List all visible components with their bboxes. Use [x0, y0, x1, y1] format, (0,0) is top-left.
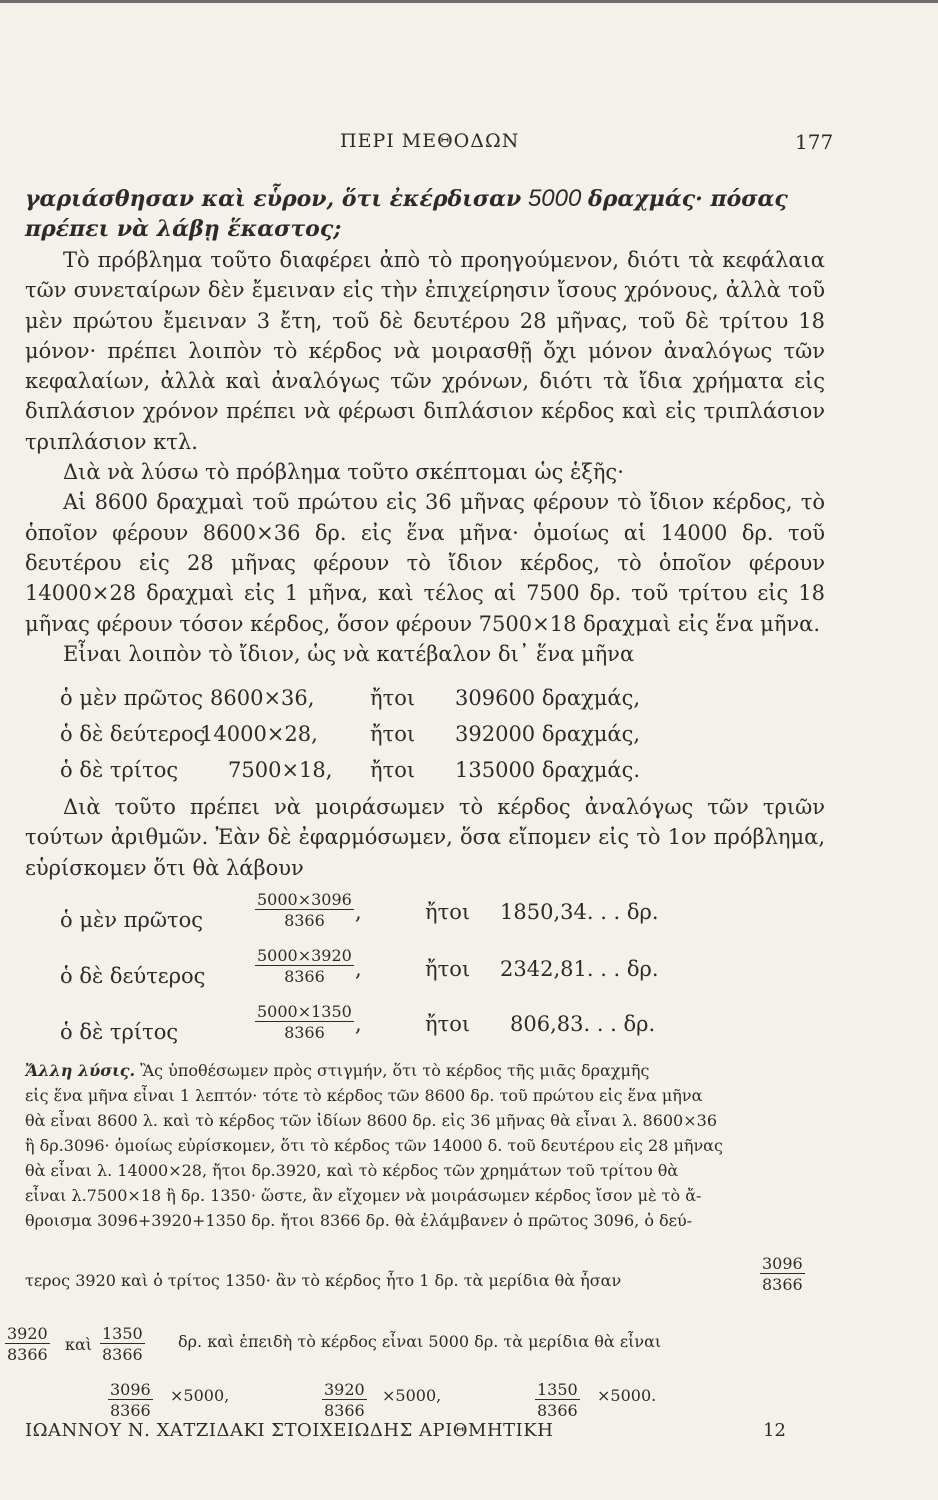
alt-line: Ἂς ὑποθέσωμεν πρὸς στιγμήν, ὅτι τὸ κέρδος τῆς μιᾶς δραχμῆς — [140, 1061, 650, 1080]
alt-fraction — [5, 1324, 50, 1364]
paragraph-difference: Τὸ πρόβλημα τοῦτο διαφέρει ἀπὸ τὸ προηγούμενον, διότι τὰ κεφάλαια τῶν συνεταίρων δὲν ἔμειναν εἰς τὴν ἐπιχείρησιν ἴσους χρόνους, ἀλλὰ τοῦ μὲν πρώτου ἔμειναν 3 ἔτη, τοῦ δὲ δευτέρου 28 μῆνας, τοῦ δὲ τρίτου 18 μόνον· πρέπει λοιπὸν τὸ κέρδος νὰ μοιρασθῇ ὄχι μόνον ἀναλόγως τῶν κεφαλαίων, ἀλλὰ καὶ ἀναλόγως τῶν χρόνων, διότι τὰ ἴδια χρήματα εἰς διπλάσιον χρόνον πρέπει νὰ φέρωσι διπλάσιον κέρδος καὶ εἰς τριπλάσιον τριπλάσιον κτλ. — [25, 248, 825, 454]
alt-line: θὰ εἶναι 8600 λ. καὶ τὸ κέρδος τῶν ἰδίων 8600 δρ. εἰς 36 μῆνας θὰ εἶναι λ. 8600×36 — [25, 1111, 717, 1130]
product-expr: 14000×28, — [200, 722, 318, 746]
paragraph-approach: Διὰ νὰ λύσω τὸ πρόβλημα τοῦτο σκέπτομαι ὡς ἑξῆς· — [63, 460, 624, 485]
paragraph-proportional-text: Διὰ τοῦτο πρέπει νὰ μοιράσωμεν τὸ κέρδος ἀναλόγως τῶν τριῶν τούτων ἀριθμῶν. Ἐὰν δὲ ἐφαρμόσωμεν, ὅσα εἴπομεν εἰς τὸ 1ον πρόβλημα, εὑρίσκομεν ὅτι θὰ λάβουν — [25, 795, 825, 880]
alt-line: εἶναι λ.7500×18 ἢ δρ. 1350· ὥστε, ἂν εἴχομεν νὰ μοιράσωμεν κέρδος ἴσον μὲ τὸ ἄ- — [25, 1186, 702, 1205]
share-fraction — [255, 946, 354, 986]
share-htoi: ἤτοι — [425, 1012, 471, 1036]
product-value: 392000 δραχμάς, — [455, 722, 641, 746]
fraction-denominator: 8366 — [324, 1401, 365, 1420]
fraction-numerator: 1350 — [537, 1380, 578, 1399]
final-multiplier: ×5000, — [382, 1386, 442, 1405]
body-paragraphs — [25, 245, 825, 669]
share-comma: , — [355, 900, 362, 924]
top-border — [0, 0, 938, 3]
alternate-solution — [25, 1058, 825, 1233]
fraction-denominator: 8366 — [284, 1023, 325, 1042]
fraction-denominator: 8366 — [284, 911, 325, 930]
alt-line: εἰς ἕνα μῆνα εἶναι 1 λεπτόν· τότε τὸ κέρδος τῶν 8600 δρ. τοῦ πρώτου εἰς ἕνα μῆνα — [25, 1086, 703, 1105]
alt-line: ἢ δρ.3096· ὁμοίως εὑρίσκομεν, ὅτι τὸ κέρδος τῶν 14000 δ. τοῦ δευτέρου εἰς 28 μῆνας — [25, 1136, 723, 1155]
fraction-numerator: 5000×1350 — [257, 1002, 352, 1021]
final-multiplier: ×5000. — [597, 1386, 657, 1405]
paragraph-proportional — [25, 792, 825, 883]
fraction-denominator: 8366 — [7, 1345, 48, 1364]
paragraph-equivalent: Εἶναι λοιπὸν τὸ ἴδιον, ὡς νὰ κατέβαλον δι᾽ ἕνα μῆνα — [63, 641, 635, 666]
alt-line: θὰ εἶναι λ. 14000×28, ἤτοι δρ.3920, καὶ τὸ κέρδος τῶν χρημάτων τοῦ τρίτου θὰ — [25, 1161, 679, 1180]
fraction-denominator: 8366 — [537, 1401, 578, 1420]
share-htoi: ἤτοι — [425, 957, 471, 981]
page-number: 177 — [795, 130, 834, 154]
fraction-denominator: 8366 — [110, 1401, 151, 1420]
share-who: ὁ δὲ δεύτερος — [60, 964, 206, 988]
alt-fraction — [100, 1324, 145, 1364]
fraction-denominator: 8366 — [102, 1345, 143, 1364]
share-fraction — [255, 1002, 354, 1042]
alt-label: Ἄλλη λύσις. — [25, 1061, 136, 1080]
share-comma: , — [355, 1012, 362, 1036]
product-who: ὁ δὲ δεύτερος — [60, 722, 206, 746]
share-value: 1850,34. . . δρ. — [500, 900, 659, 924]
alt-fraction — [760, 1254, 805, 1294]
footer-title: ΙΩΑΝΝΟΥ Ν. ΧΑΤΖΙΔΑΚΙ ΣΤΟΙΧΕΙΩΔΗΣ ΑΡΙΘΜΗΤΙΚΗ — [25, 1420, 554, 1441]
share-comma: , — [355, 957, 362, 981]
product-expr: 8600×36, — [210, 686, 315, 710]
product-who: ὁ δὲ τρίτος — [60, 758, 179, 782]
fraction-numerator: 5000×3920 — [257, 946, 352, 965]
problem-statement — [25, 184, 825, 245]
alt-line: θροισμα 3096+3920+1350 δρ. ἤτοι 8366 δρ. θὰ ἐλάμβανεν ὁ πρῶτος 3096, ὁ δεύ- — [25, 1211, 693, 1230]
final-fraction — [535, 1380, 580, 1420]
share-who: ὁ μὲν πρῶτος — [60, 908, 203, 932]
fraction-numerator: 3096 — [762, 1254, 803, 1273]
problem-line-1a: γαριάσθησαν καὶ εὗρον, ὅτι ἐκέρδισαν — [25, 186, 522, 212]
product-value: 309600 δραχμάς, — [455, 686, 641, 710]
alt-kai: καὶ — [65, 1335, 93, 1354]
alt-line-9: δρ. καὶ ἐπειδὴ τὸ κέρδος εἶναι 5000 δρ. τὰ μερίδια θὰ εἶναι — [178, 1332, 662, 1351]
product-value: 135000 δραχμάς. — [455, 758, 641, 782]
product-htoi: ἤτοι — [370, 758, 416, 782]
fraction-denominator: 8366 — [762, 1275, 803, 1294]
product-htoi: ἤτοι — [370, 686, 416, 710]
footer-signature: 12 — [763, 1420, 786, 1441]
product-who: ὁ μὲν πρῶτος — [60, 686, 203, 710]
share-value: 806,83. . . δρ. — [510, 1012, 656, 1036]
fraction-numerator: 3920 — [324, 1380, 365, 1399]
alt-line-8: τερος 3920 καὶ ὁ τρίτος 1350· ἂν τὸ κέρδος ἦτο 1 δρ. τὰ μερίδια θὰ ἦσαν — [25, 1271, 622, 1290]
fraction-numerator: 3920 — [7, 1324, 48, 1343]
product-expr: 7500×18, — [228, 758, 333, 782]
final-fraction — [322, 1380, 367, 1420]
fraction-numerator: 1350 — [102, 1324, 143, 1343]
share-htoi: ἤτοι — [425, 900, 471, 924]
final-multiplier: ×5000, — [170, 1386, 230, 1405]
fraction-numerator: 5000×3096 — [257, 890, 352, 909]
share-fraction — [255, 890, 354, 930]
product-htoi: ἤτοι — [370, 722, 416, 746]
share-who: ὁ δὲ τρίτος — [60, 1020, 179, 1044]
fraction-numerator: 3096 — [110, 1380, 151, 1399]
problem-line-2: πρέπει νὰ λάβῃ ἕκαστος; — [25, 216, 342, 243]
running-header: ΠΕΡΙ ΜΕΘΟΔΩΝ — [340, 130, 520, 152]
problem-line-1b: δραχμάς· πόσας — [588, 186, 788, 212]
profit-amount: 5000 — [527, 185, 582, 212]
paragraph-reasoning: Αἱ 8600 δραχμαὶ τοῦ πρώτου εἰς 36 μῆνας φέρουν τὸ ἴδιον κέρδος, τὸ ὁποῖον φέρουν 8600×36 δρ. εἰς ἕνα μῆνα· ὁμοίως αἱ 14000 δρ. τοῦ δευτέρου εἰς 28 μῆνας φέρουν τὸ ἴδιον κέρδος, τὸ ὁποῖον φέρουν 14000×28 δραχμαὶ εἰς 1 μῆνα, καὶ τέλος αἱ 7500 δρ. τοῦ τρίτου εἰς 18 μῆνας φέρουν τόσον κέρδος, ὅσον φέρουν 7500×18 δραχμαὶ εἰς ἕνα μῆνα. — [25, 490, 825, 636]
fraction-denominator: 8366 — [284, 967, 325, 986]
share-value: 2342,81. . . δρ. — [500, 957, 659, 981]
final-fraction — [108, 1380, 153, 1420]
